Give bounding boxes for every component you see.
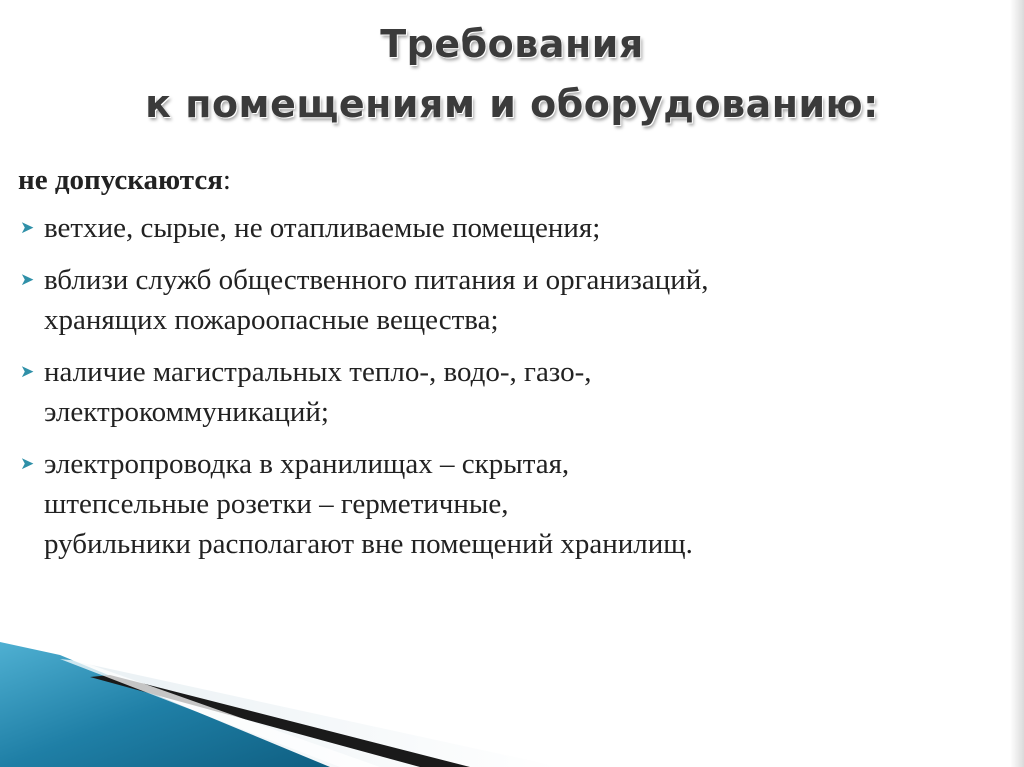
right-arrow-bullet-icon: ➤ bbox=[20, 362, 35, 381]
list-item-line: электропроводка в хранилищах – скрытая, bbox=[44, 448, 570, 480]
intro-text bbox=[18, 160, 998, 200]
right-arrow-bullet-icon: ➤ bbox=[20, 270, 35, 289]
list-item bbox=[18, 208, 998, 248]
list-item bbox=[18, 260, 998, 340]
list-item-line: рубильники располагают вне помещений хранилищ. bbox=[44, 528, 693, 560]
list-item-line: вблизи служб общественного питания и организаций, bbox=[44, 264, 709, 296]
list-item-line: ветхие, сырые, не отапливаемые помещения; bbox=[44, 212, 601, 244]
slide-title bbox=[0, 14, 1024, 134]
intro-bold: не допускаются bbox=[18, 164, 223, 196]
title-line-1: Требования bbox=[380, 22, 644, 66]
title-line-2: к помещениям и оборудованию: bbox=[145, 82, 879, 126]
right-arrow-bullet-icon: ➤ bbox=[20, 454, 35, 473]
intro-colon: : bbox=[222, 164, 231, 196]
list-item bbox=[18, 444, 998, 564]
list-item-line: штепсельные розетки – герметичные, bbox=[44, 488, 509, 520]
list-item-line: наличие магистральных тепло-, водо-, газо-, bbox=[44, 356, 592, 388]
list-item-line: хранящих пожароопасные вещества; bbox=[44, 304, 499, 336]
decorative-corner-swoosh bbox=[0, 637, 1024, 767]
right-arrow-bullet-icon: ➤ bbox=[20, 218, 35, 237]
list-item bbox=[18, 352, 998, 432]
slide-body bbox=[18, 160, 998, 576]
swoosh-blue-band bbox=[0, 642, 330, 767]
list-item-line: электрокоммуникаций; bbox=[44, 396, 329, 428]
